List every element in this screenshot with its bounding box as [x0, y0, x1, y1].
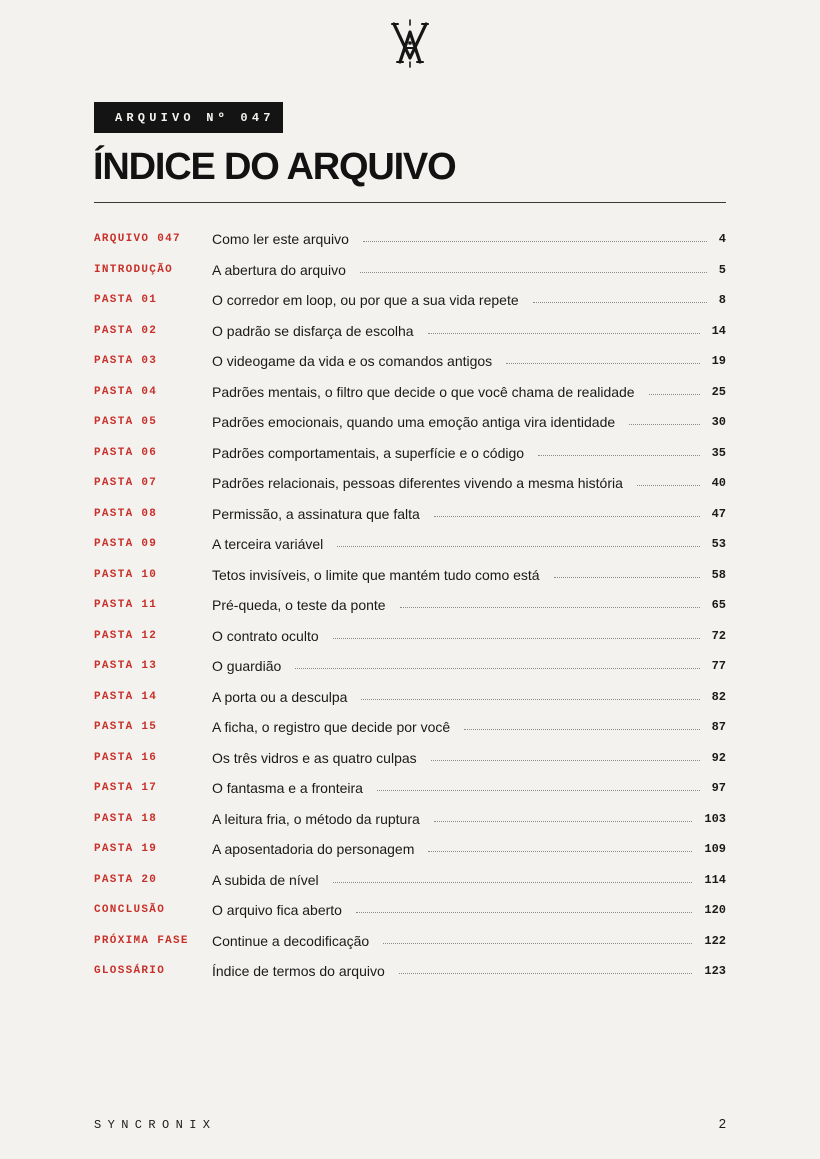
- toc-page-number: 87: [711, 720, 726, 735]
- toc-row[interactable]: [94, 956, 726, 987]
- dot-leader: [506, 363, 699, 364]
- toc-row[interactable]: [94, 468, 726, 499]
- toc-page-number: 103: [704, 811, 726, 826]
- toc-entry-title: Padrões comportamentais, a superfície e o código: [212, 444, 525, 461]
- toc-entry-title: Como ler este arquivo: [212, 231, 349, 248]
- toc-section-tag: PASTA 17: [94, 782, 158, 795]
- toc-entry: [212, 597, 726, 613]
- toc-page-number: 123: [704, 964, 726, 979]
- title-divider: [94, 202, 726, 203]
- toc-entry-title: O guardião: [212, 658, 282, 675]
- toc-section-tag: PASTA 13: [94, 660, 158, 673]
- dot-leader: [428, 333, 700, 334]
- toc-row[interactable]: [94, 621, 726, 652]
- toc-page-number: 120: [704, 903, 726, 918]
- toc-entry: [212, 811, 726, 827]
- toc-entry-title: O arquivo fica aberto: [212, 902, 342, 919]
- dot-leader: [464, 729, 699, 730]
- toc-entry: [212, 872, 726, 888]
- toc-row[interactable]: [94, 712, 726, 743]
- toc-entry: [212, 475, 726, 491]
- toc-entry: [212, 414, 726, 430]
- toc-entry-title: Permissão, a assinatura que falta: [212, 505, 420, 522]
- toc-page-number: 14: [711, 323, 726, 338]
- toc-section-tag: PASTA 10: [94, 568, 158, 581]
- toc-page-number: 122: [704, 933, 726, 948]
- toc-entry: [212, 262, 726, 278]
- toc-entry: [212, 933, 726, 949]
- toc-entry: [212, 231, 726, 247]
- toc-row[interactable]: [94, 285, 726, 316]
- dot-leader: [383, 943, 692, 944]
- toc-page-number: 77: [711, 659, 726, 674]
- toc-entry-title: A abertura do arquivo: [212, 261, 346, 278]
- toc-entry-title: A subida de nível: [212, 871, 319, 888]
- toc-entry: [212, 689, 726, 705]
- dot-leader: [637, 485, 700, 486]
- toc-page-number: 72: [711, 628, 726, 643]
- toc-row[interactable]: [94, 499, 726, 530]
- toc-row[interactable]: [94, 529, 726, 560]
- toc-row[interactable]: [94, 926, 726, 957]
- toc-section-tag: PASTA 12: [94, 629, 158, 642]
- toc-section-tag: PASTA 20: [94, 873, 158, 886]
- toc-row[interactable]: [94, 682, 726, 713]
- toc-entry-title: A aposentadoria do personagem: [212, 841, 415, 858]
- toc-entry-title: O contrato oculto: [212, 627, 319, 644]
- toc-entry-title: Continue a decodificação: [212, 932, 370, 949]
- toc-row[interactable]: [94, 804, 726, 835]
- dot-leader: [434, 516, 700, 517]
- dot-leader: [337, 546, 699, 547]
- toc-page-number: 5: [718, 262, 726, 277]
- toc-row[interactable]: [94, 346, 726, 377]
- dot-leader: [333, 882, 693, 883]
- toc-row[interactable]: [94, 651, 726, 682]
- toc-section-tag: PASTA 18: [94, 812, 158, 825]
- toc-entry-title: Tetos invisíveis, o limite que mantém tudo como está: [212, 566, 540, 583]
- toc-section-tag: PASTA 01: [94, 294, 158, 307]
- dot-leader: [360, 272, 707, 273]
- toc-row[interactable]: [94, 895, 726, 926]
- toc-entry: [212, 536, 726, 552]
- toc-entry: [212, 506, 726, 522]
- dot-leader: [356, 912, 692, 913]
- toc-section-tag: PASTA 02: [94, 324, 158, 337]
- table-of-contents: [94, 224, 726, 987]
- toc-entry: [212, 628, 726, 644]
- dot-leader: [554, 577, 700, 578]
- monogram-logo-icon: [390, 18, 430, 68]
- toc-page-number: 25: [711, 384, 726, 399]
- toc-page-number: 82: [711, 689, 726, 704]
- dot-leader: [295, 668, 699, 669]
- toc-section-tag: PASTA 06: [94, 446, 158, 459]
- toc-row[interactable]: [94, 255, 726, 286]
- toc-section-tag: PASTA 03: [94, 355, 158, 368]
- dot-leader: [629, 424, 699, 425]
- toc-row[interactable]: [94, 407, 726, 438]
- toc-section-tag: PASTA 05: [94, 416, 158, 429]
- toc-section-tag: GLOSSÁRIO: [94, 965, 166, 978]
- dot-leader: [363, 241, 707, 242]
- toc-entry-title: Os três vidros e as quatro culpas: [212, 749, 417, 766]
- toc-entry: [212, 658, 726, 674]
- toc-page-number: 92: [711, 750, 726, 765]
- toc-row[interactable]: [94, 865, 726, 896]
- toc-row[interactable]: [94, 590, 726, 621]
- dot-leader: [431, 760, 700, 761]
- toc-row[interactable]: [94, 560, 726, 591]
- dot-leader: [333, 638, 700, 639]
- toc-section-tag: ARQUIVO 047: [94, 233, 181, 246]
- toc-row[interactable]: [94, 743, 726, 774]
- toc-page-number: 47: [711, 506, 726, 521]
- toc-section-tag: CONCLUSÃO: [94, 904, 166, 917]
- toc-entry-title: O videogame da vida e os comandos antigos: [212, 353, 493, 370]
- dot-leader: [533, 302, 707, 303]
- toc-row[interactable]: [94, 438, 726, 469]
- toc-entry-title: Pré-queda, o teste da ponte: [212, 597, 386, 614]
- dot-leader: [538, 455, 700, 456]
- toc-entry: [212, 963, 726, 979]
- toc-row[interactable]: [94, 316, 726, 347]
- toc-row[interactable]: [94, 773, 726, 804]
- dot-leader: [377, 790, 700, 791]
- toc-section-tag: PASTA 16: [94, 751, 158, 764]
- toc-entry: [212, 353, 726, 369]
- toc-page-number: 58: [711, 567, 726, 582]
- dot-leader: [649, 394, 700, 395]
- toc-entry: [212, 567, 726, 583]
- toc-section-tag: PASTA 07: [94, 477, 158, 490]
- toc-entry: [212, 750, 726, 766]
- toc-entry: [212, 384, 726, 400]
- dot-leader: [400, 607, 700, 608]
- toc-entry-title: A terceira variável: [212, 536, 324, 553]
- toc-section-tag: PASTA 19: [94, 843, 158, 856]
- archive-number-label: ARQUIVO Nº 047: [115, 110, 275, 125]
- toc-section-tag: PASTA 15: [94, 721, 158, 734]
- toc-page-number: 30: [711, 415, 726, 430]
- toc-entry: [212, 292, 726, 308]
- toc-section-tag: PASTA 14: [94, 690, 158, 703]
- toc-entry-title: Padrões mentais, o filtro que decide o que você chama de realidade: [212, 383, 635, 400]
- toc-section-tag: PRÓXIMA FASE: [94, 934, 189, 947]
- toc-entry-title: Padrões emocionais, quando uma emoção antiga vira identidade: [212, 414, 616, 431]
- dot-leader: [434, 821, 693, 822]
- toc-page-number: 19: [711, 354, 726, 369]
- toc-entry-title: O corredor em loop, ou por que a sua vida repete: [212, 292, 519, 309]
- toc-section-tag: PASTA 04: [94, 385, 158, 398]
- toc-entry: [212, 719, 726, 735]
- toc-row[interactable]: [94, 834, 726, 865]
- footer-page-number: 2: [718, 1116, 726, 1131]
- toc-page-number: 65: [711, 598, 726, 613]
- dot-leader: [399, 973, 693, 974]
- toc-page-number: 53: [711, 537, 726, 552]
- toc-entry: [212, 902, 726, 918]
- toc-entry: [212, 841, 726, 857]
- toc-entry-title: Padrões relacionais, pessoas diferentes vivendo a mesma história: [212, 475, 623, 492]
- toc-entry-title: O padrão se disfarça de escolha: [212, 322, 414, 339]
- dot-leader: [428, 851, 692, 852]
- page-title: ÍNDICE DO ARQUIVO: [93, 146, 456, 188]
- toc-section-tag: PASTA 08: [94, 507, 158, 520]
- toc-entry-title: Índice de termos do arquivo: [212, 963, 385, 980]
- toc-entry-title: A leitura fria, o método da ruptura: [212, 810, 420, 827]
- toc-page-number: 40: [711, 476, 726, 491]
- toc-entry-title: A porta ou a desculpa: [212, 688, 348, 705]
- footer-brand: SYNCRONIX: [94, 1118, 217, 1132]
- toc-page-number: 8: [718, 293, 726, 308]
- toc-page-number: 35: [711, 445, 726, 460]
- toc-section-tag: PASTA 09: [94, 538, 158, 551]
- toc-page-number: 109: [704, 842, 726, 857]
- toc-page-number: 4: [718, 232, 726, 247]
- toc-section-tag: PASTA 11: [94, 599, 158, 612]
- toc-entry-title: O fantasma e a fronteira: [212, 780, 363, 797]
- toc-entry: [212, 445, 726, 461]
- dot-leader: [361, 699, 699, 700]
- toc-page-number: 114: [704, 872, 726, 887]
- toc-entry: [212, 780, 726, 796]
- toc-row[interactable]: [94, 224, 726, 255]
- archive-number-badge: [94, 102, 283, 133]
- toc-page-number: 97: [711, 781, 726, 796]
- toc-section-tag: INTRODUÇÃO: [94, 263, 174, 276]
- toc-row[interactable]: [94, 377, 726, 408]
- toc-entry: [212, 323, 726, 339]
- toc-entry-title: A ficha, o registro que decide por você: [212, 719, 451, 736]
